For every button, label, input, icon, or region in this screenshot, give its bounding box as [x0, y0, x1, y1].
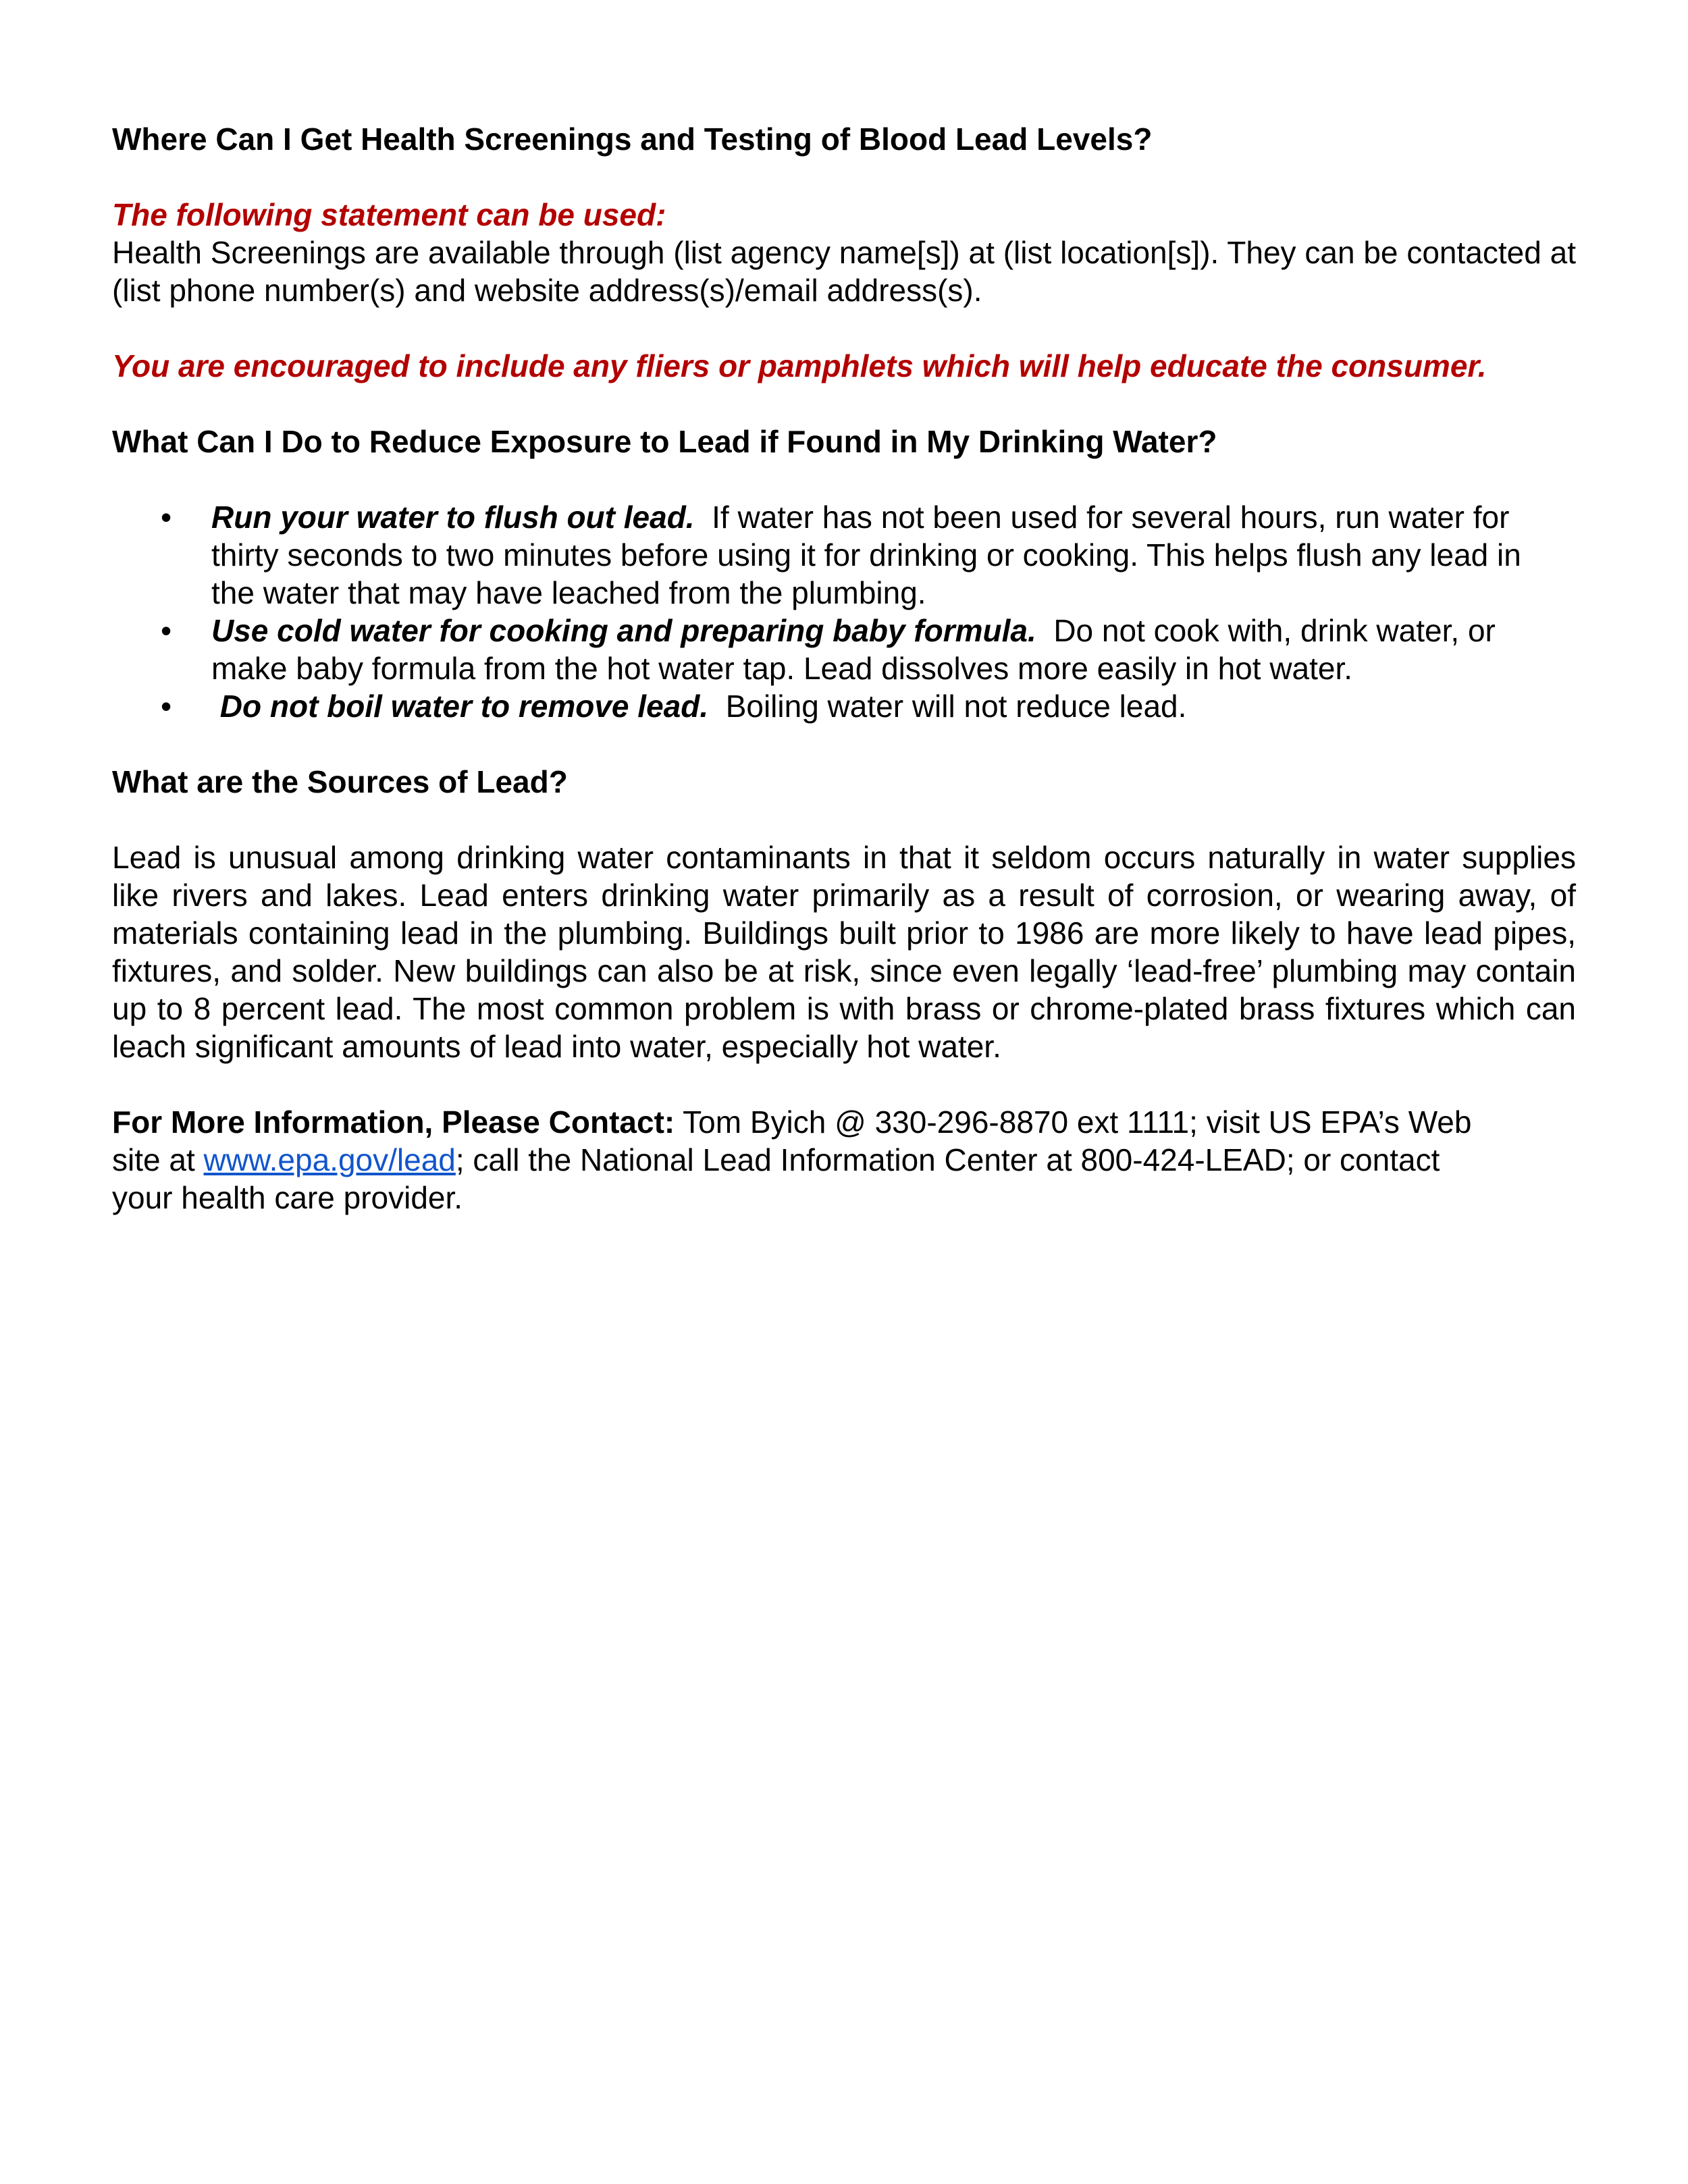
list-item — [112, 612, 1576, 687]
screenings-paragraph: Health Screenings are available through (list agency name[s]) at (list location[s]). They can be contacted at (list phone number(s) and website address(s)/email address(s). — [112, 235, 1576, 308]
heading-health-screenings: Where Can I Get Health Screenings and Testing of Blood Lead Levels? — [112, 122, 1153, 157]
tip-title: Do not boil water to remove lead. — [219, 689, 709, 724]
bullet-icon: • — [161, 689, 172, 724]
tips-list — [112, 498, 1576, 725]
contact-paragraph — [112, 1103, 1576, 1217]
bullet-icon: • — [161, 500, 172, 535]
list-item — [112, 687, 1576, 725]
tip-text: Boiling water will not reduce lead. — [725, 689, 1187, 724]
tip-text: If water has not been used for several hours, run water for thirty seconds to two minutes before using it for drinking or cooking. This helps flush any lead in the water that may have leached from the plumbing. — [211, 500, 1521, 610]
spacer — [112, 460, 1576, 498]
spacer — [112, 158, 1576, 196]
document-body — [112, 120, 1576, 1217]
contact-text: Tom Byich @ 330-296-8870 ext 1111; visit US EPA’s Web site at — [112, 1104, 1472, 1177]
heading-reduce-exposure: What Can I Do to Reduce Exposure to Lead if Found in My Drinking Water? — [112, 424, 1217, 459]
contact-text-rest: ; call the National Lead Information Center at 800-424-LEAD; or contact your health care provider. — [112, 1142, 1440, 1215]
tip-title: Use cold water for cooking and preparing baby formula. — [211, 613, 1036, 648]
contact-label: For More Information, Please Contact: — [112, 1104, 675, 1140]
fliers-note: You are encouraged to include any fliers or pamphlets which will help educate the consumer. — [112, 348, 1487, 383]
epa-lead-link[interactable]: www.epa.gov/lead — [203, 1142, 456, 1177]
spacer — [112, 385, 1576, 423]
list-item — [112, 498, 1576, 612]
spacer — [112, 1065, 1576, 1103]
spacer — [112, 309, 1576, 347]
bullet-icon: • — [161, 613, 172, 648]
heading-sources-of-lead: What are the Sources of Lead? — [112, 764, 568, 799]
tip-text: Do not cook with, drink water, or make baby formula from the hot water tap. Lead dissolves more easily in hot water. — [211, 613, 1496, 686]
sources-paragraph: Lead is unusual among drinking water contaminants in that it seldom occurs naturally in water supplies like rivers and lakes. Lead enters drinking water primarily as a result of corrosion, or wearing away, of materials containing lead in the plumbing. Buildings built prior to 1986 are more likely to have lead pipes, fixtures, and solder. New buildings can also be at risk, since even legally ‘lead-free’ plumbing may contain up to 8 percent lead. The most common problem is with brass or chrome-plated brass fixtures which can leach significant amounts of lead into water, especially hot water. — [112, 840, 1576, 1064]
statement-intro: The following statement can be used: — [112, 197, 666, 232]
spacer — [112, 801, 1576, 838]
spacer — [112, 725, 1576, 763]
tip-title: Run your water to flush out lead. — [211, 500, 695, 535]
